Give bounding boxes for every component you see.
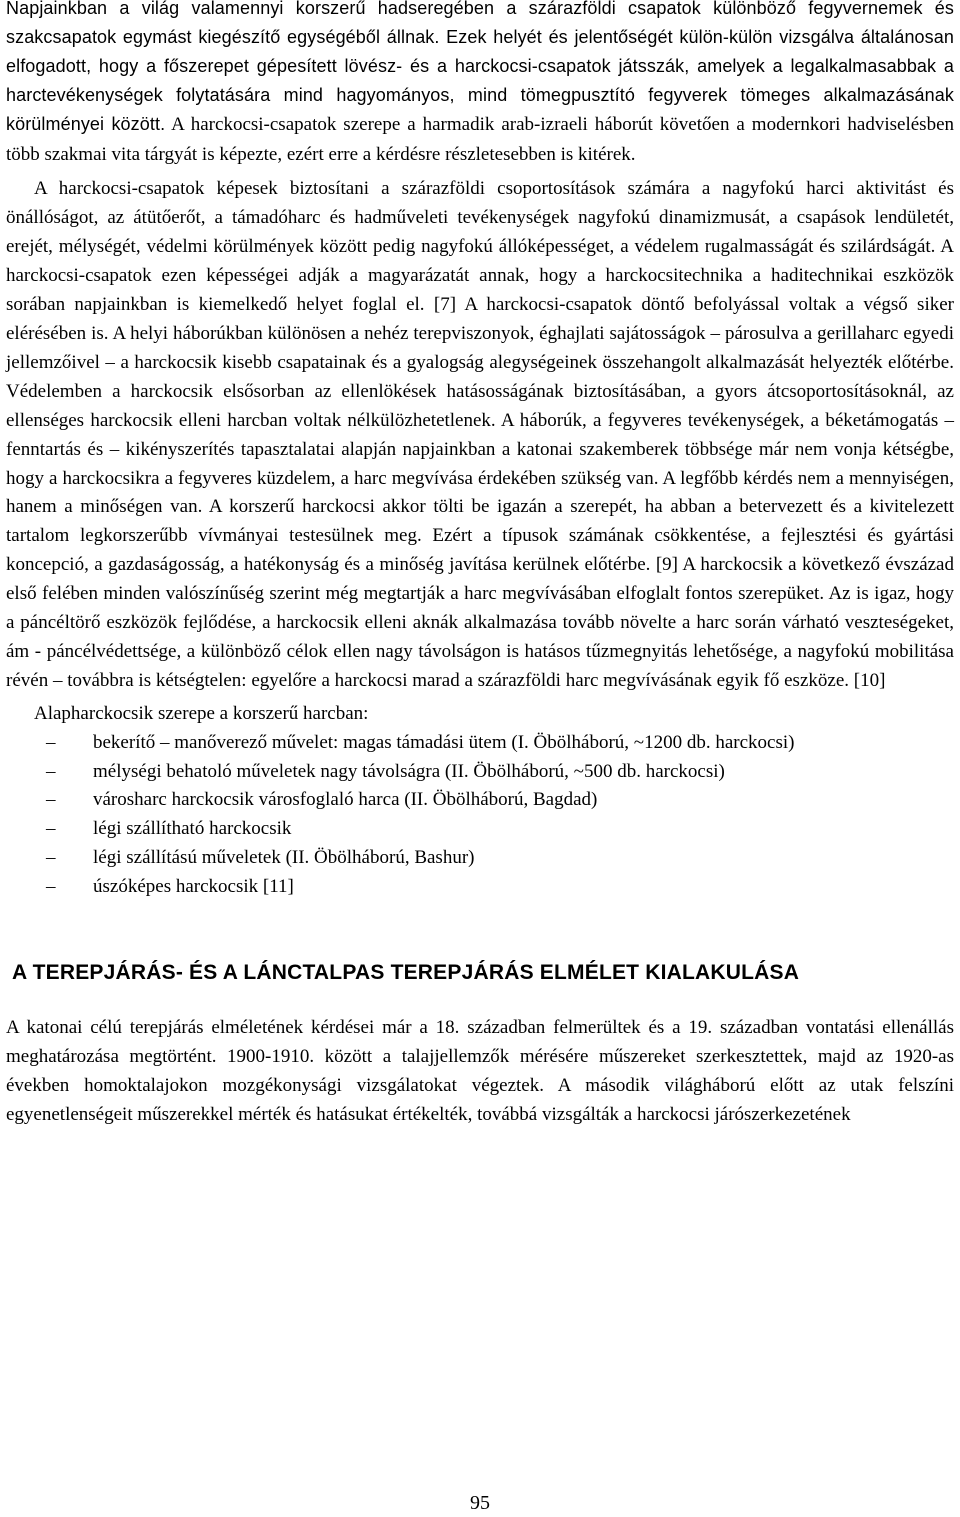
- list-item: [6, 758, 954, 787]
- list-item: [6, 815, 954, 844]
- list-dash: –: [46, 760, 56, 782]
- list-dash: –: [46, 731, 56, 753]
- list-item: [6, 873, 954, 902]
- list-item-text: bekerítő – manőverező művelet: magas támadási ütem (I. Öbölháború, ~1200 db. harckocsi): [93, 731, 795, 753]
- list-dash: –: [46, 789, 56, 811]
- section-paragraph: A katonai célú terepjárás elméletének kérdései már a 18. században felmerültek és a 19. században vontatási ellenállás meghatározása megtörtént. 1900-1910. között a talajjellemzők mérésére műszereket szerkesztettek, majd az 1920-as években homoktalajokon mozgékonysági vizsgálatokat végeztek. A második világháború előtt az utak felszíni egyenetlenségeit műszerekkel mérték és hatásukat értékelték, továbbá vizsgálták a harckocsi járószerkezetének: [6, 1017, 954, 1125]
- list-intro: Alapharckocsik szerepe a korszerű harcban:: [34, 702, 369, 724]
- list-item: [6, 729, 954, 758]
- list-item-text: városharc harckocsik városfoglaló harca (II. Öbölháború, Bagdad): [93, 789, 598, 811]
- intro-paragraph-continuation: A harckocsi-csapatok szerepe a harmadik arab-izraeli háborút követően a modernkori hadviselésben több szakmai vita tárgyát is képezte, ezért erre a kérdésre részletesebben is kitérek.: [6, 113, 954, 165]
- list-item: [6, 786, 954, 815]
- list-dash: –: [46, 876, 56, 898]
- section-heading: A TEREPJÁRÁS- ÉS A LÁNCTALPAS TEREPJÁRÁS ELMÉLET KIALAKULÁSA: [12, 961, 800, 985]
- body-paragraph: A harckocsi-csapatok képesek biztosítani a szárazföldi csoportosítások számára a nagyfokú harci aktivitást és önállóságot, az átütőerőt, a támadóharc és hadműveleti tevékenységek nagyfokú dinamizmusát, a csapások lendületét, erejét, mélységét, védelmi körülmények között pedig nagyfokú állóképességet, a védelem rugalmasságát és szilárdságát. A harckocsi-csapatok ezen képességei adják a magyarázatát annak, hogy a harckocsitechnika a haditechnikai eszközök sorában napjainkban is kiemelkedő helyet foglal el. [7] A harckocsi-csapatok döntő befolyással voltak a végső siker elérésében is. A helyi háborúkban különösen a nehéz terepviszonyok, éghajlati sajátosságok – párosulva a gerillaharc egyedi jellemzőivel – a harckocsik kisebb csapatainak és a gyalogság alegységeinek összehangolt alkalmazását helyezték előtérbe. Védelemben a harckocsik elsősorban az ellenlökések hatásosságának biztosításában, a gyors átcsoportosításoknál, az ellenséges harckocsik elleni harcban voltak nélkülözhetetlenek. A háborúk, a fegyveres tevékenységek, a béketámogatás – fenntartás és – kikényszerítés tapasztalatai alapján napjainkban a katonai szakemberek többsége már nem vonja kétségbe, hogy a harckocsikra a fegyveres küzdelem, a harc megvívása érdekében szükség van. A legfőbb kérdés nem a mennyiségen, hanem a minőségen van. A korszerű harckocsi akkor tölti be igazán a szerepét, ha abban a betervezett és a kivitelezett tartalom legkorszerűbb vívmányai testesülnek meg. Ezért a típusok számának csökkentése, a fejlesztési és gyártási koncepció, a gazdaságosság, a hatékonyság és a minőség javítása kerülnek előtérbe. [9] A harckocsik a következő évszázad első felében minden valószínűség szerint még megtartják a harc megvívásában elfoglalt fontos szerepüket. Az is igaz, hogy a páncéltörő eszközök fejlődése, a harckocsik elleni aknák alkalmazása tovább növelte a harc során várható veszteségeket, ám - páncélvédettsége, a különböző célok ellen nagy távolságon is hatásos tűzmegnyitás lehetősége, a nagyfokú mobilitása révén – továbbra is kétségtelen: egyelőre a harckocsi marad a szárazföldi harc megvívásának egyik fő eszköze. [10]: [6, 178, 954, 691]
- intro-paragraph-text: Napjainkban a világ valamennyi korszerű hadseregében a szárazföldi csapatok különböző fegyvernemek és szakcsapatok egymást kiegészítő egységéből állnak. Ezek helyét és jelentőségét külön-külön vizsgálva általánosan elfogadott, hogy a főszerepet gépesített lövész- és a harckocsi-csapatok játsszák, amelyek a legalkalmasabbak a harctevékenységek folytatására mind hagyományos, mind tömegpusztító fegyverek tömeges alkalmazásának körülményei között.: [6, 0, 954, 134]
- list-item-text: mélységi behatoló műveletek nagy távolságra (II. Öbölháború, ~500 db. harckocsi): [93, 760, 725, 782]
- list-item-text: légi szállítású műveletek (II. Öbölháború, Bashur): [93, 847, 475, 869]
- list-item: [6, 844, 954, 873]
- intro-paragraph: [6, 0, 954, 169]
- list-item-text: úszóképes harckocsik [11]: [93, 876, 294, 898]
- page-number: 95: [470, 1492, 490, 1514]
- list-dash: –: [46, 818, 56, 840]
- list-dash: –: [46, 847, 56, 869]
- role-list: [6, 729, 954, 902]
- list-item-text: légi szállítható harckocsik: [93, 818, 292, 840]
- document-page: [6, 0, 954, 1130]
